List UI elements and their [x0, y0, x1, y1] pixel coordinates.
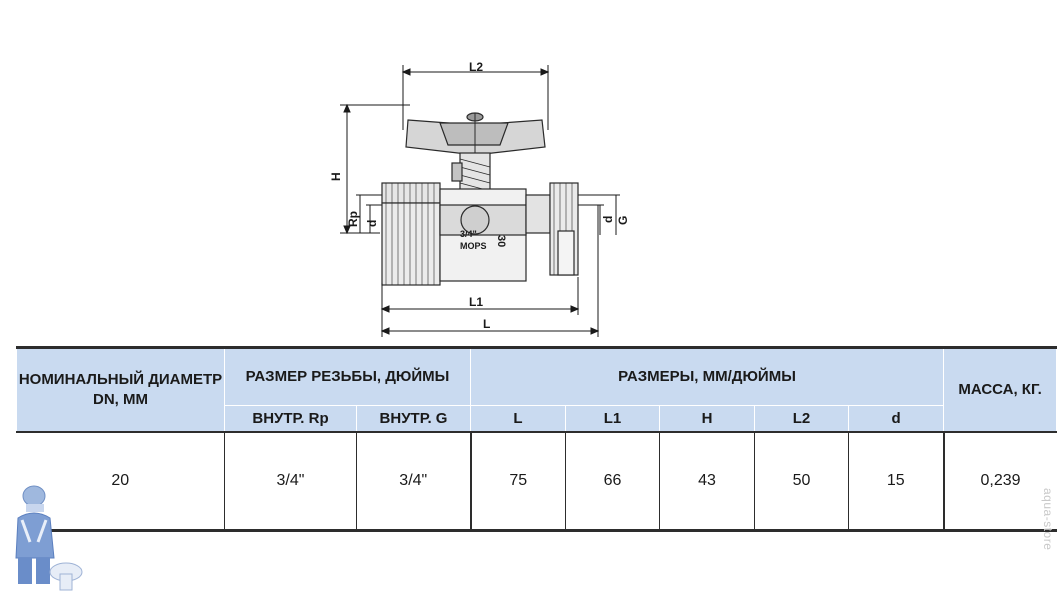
dim-label-h: H	[329, 172, 343, 181]
cell-d: 15	[849, 432, 944, 531]
body-mark-brand: MOPS	[460, 241, 487, 251]
header-dimensions: РАЗМЕРЫ, ММ/ДЮЙМЫ	[471, 348, 944, 406]
cell-dn: 20	[17, 432, 225, 531]
subheader-l: L	[471, 406, 566, 433]
subheader-h: H	[660, 406, 755, 433]
dim-label-l: L	[483, 317, 491, 331]
subheader-l2: L2	[755, 406, 849, 433]
dim-label-d-right: d	[601, 215, 615, 223]
cell-l: 75	[471, 432, 566, 531]
header-nominal-diameter: НОМИНАЛЬНЫЙ ДИАМЕТР DN, ММ	[17, 348, 225, 433]
cell-rp: 3/4"	[225, 432, 357, 531]
subheader-rp: ВНУТР. Rp	[225, 406, 357, 433]
cell-l1: 66	[566, 432, 660, 531]
dim-label-l1: L1	[469, 295, 484, 309]
subheader-d: d	[849, 406, 944, 433]
dim-label-l2: L2	[469, 60, 484, 74]
subheader-g: ВНУТР. G	[357, 406, 471, 433]
valve-technical-drawing	[320, 55, 650, 345]
header-thread-size: РАЗМЕР РЕЗЬБЫ, ДЮЙМЫ	[225, 348, 471, 406]
cell-mass: 0,239	[944, 432, 1057, 531]
cell-h: 43	[660, 432, 755, 531]
specification-table	[16, 346, 1057, 532]
subheader-l1: L1	[566, 406, 660, 433]
dim-label-d-left: d	[365, 219, 379, 227]
body-mark-size: 3/4"	[460, 229, 477, 239]
body-mark-pressure: 30	[495, 235, 507, 248]
dim-label-rp: Rp	[346, 211, 360, 227]
dim-label-g: G	[616, 215, 630, 225]
watermark: aqua-store	[1041, 488, 1055, 551]
header-mass: МАССА, КГ.	[944, 348, 1057, 433]
cell-l2: 50	[755, 432, 849, 531]
cell-g: 3/4"	[357, 432, 471, 531]
valve-body	[382, 113, 578, 285]
table-row	[17, 432, 1057, 531]
plumber-mascot-icon	[4, 480, 84, 595]
